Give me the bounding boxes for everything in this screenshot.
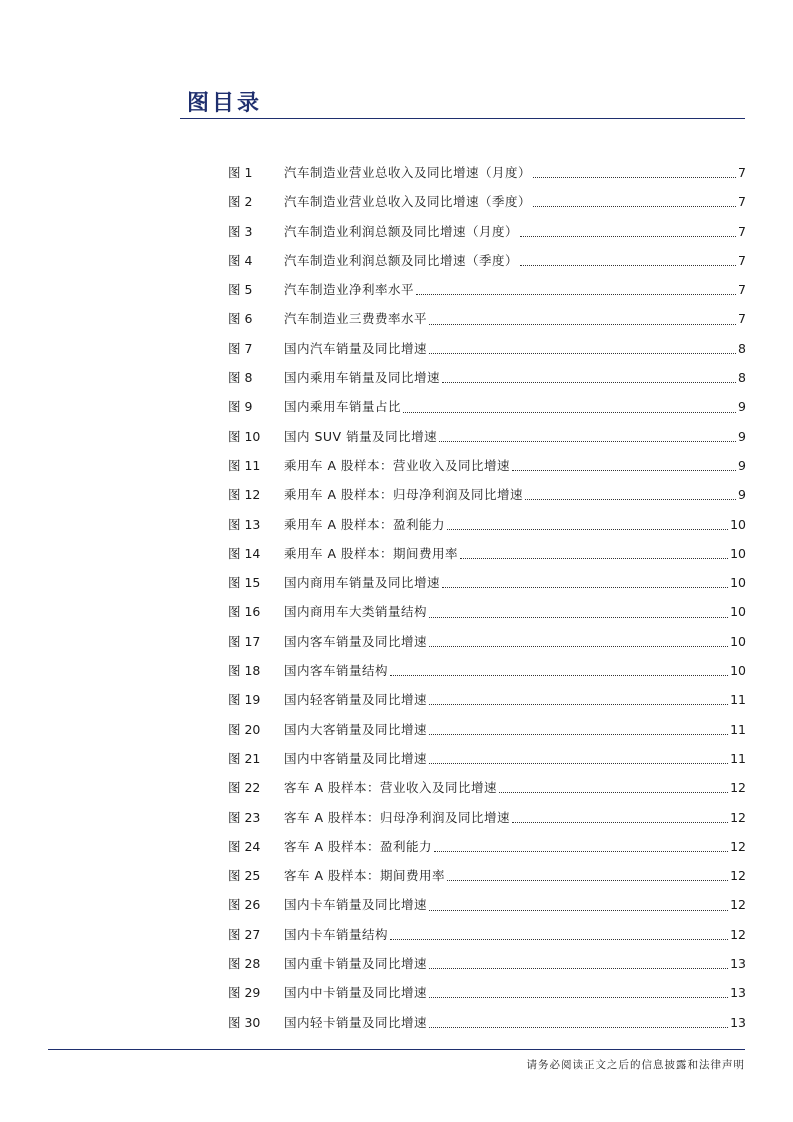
toc-figure-title: 国内乘用车销量占比: [284, 399, 402, 415]
toc-page-number: 11: [730, 692, 746, 708]
toc-dot-leader: [429, 910, 728, 911]
toc-dot-leader: [429, 353, 736, 354]
toc-entry[interactable]: [228, 803, 746, 832]
toc-figure-label: 图 25: [228, 868, 261, 884]
footer-disclaimer: 请务必阅读正文之后的信息披露和法律声明: [526, 1059, 745, 1071]
toc-figure-label: 图 19: [228, 692, 261, 708]
toc-entry[interactable]: [228, 275, 746, 304]
toc-page-number: 9: [738, 457, 746, 473]
toc-entry[interactable]: [228, 832, 746, 861]
toc-figure-title: 国内 SUV 销量及同比增速: [284, 428, 438, 444]
toc-page-number: 7: [738, 223, 746, 239]
toc-dot-leader: [390, 675, 728, 676]
toc-figure-label: 图 15: [228, 575, 261, 591]
toc-dot-leader: [429, 997, 728, 998]
toc-page-number: 13: [730, 1014, 746, 1030]
toc-figure-title: 国内重卡销量及同比增速: [284, 956, 428, 972]
toc-figure-title: 国内中卡销量及同比增速: [284, 985, 428, 1001]
toc-page-number: 12: [730, 838, 746, 854]
toc-page-number: 10: [730, 545, 746, 561]
toc-figure-label: 图 30: [228, 1014, 261, 1030]
toc-entry[interactable]: [228, 568, 746, 597]
toc-dot-leader: [447, 529, 728, 530]
toc-entry[interactable]: [228, 949, 746, 978]
toc-dot-leader: [390, 939, 728, 940]
toc-page-number: 11: [730, 750, 746, 766]
toc-page-number: 7: [738, 282, 746, 298]
toc-page-number: 10: [730, 633, 746, 649]
toc-page-number: 12: [730, 809, 746, 825]
toc-entry[interactable]: [228, 890, 746, 919]
toc-dot-leader: [512, 470, 736, 471]
toc-figure-title: 国内轻卡销量及同比增速: [284, 1014, 428, 1030]
toc-dot-leader: [447, 880, 728, 881]
toc-figure-label: 图 9: [228, 399, 253, 415]
toc-dot-leader: [429, 734, 728, 735]
toc-entry[interactable]: [228, 715, 746, 744]
toc-figure-label: 图 7: [228, 340, 253, 356]
toc-entry[interactable]: [228, 685, 746, 714]
toc-figure-title: 乘用车 A 股样本：期间费用率: [284, 545, 458, 561]
toc-figure-label: 图 12: [228, 487, 261, 503]
toc-figure-label: 图 26: [228, 897, 261, 913]
toc-page-number: 7: [738, 252, 746, 268]
footer-divider: [48, 1049, 745, 1050]
toc-entry[interactable]: [228, 451, 746, 480]
toc-entry[interactable]: [228, 656, 746, 685]
toc-figure-title: 国内轻客销量及同比增速: [284, 692, 428, 708]
toc-figure-title: 国内乘用车销量及同比增速: [284, 370, 441, 386]
toc-dot-leader: [429, 617, 728, 618]
toc-page-number: 12: [730, 868, 746, 884]
toc-page-number: 8: [738, 370, 746, 386]
toc-figure-label: 图 22: [228, 780, 261, 796]
toc-page-number: 11: [730, 721, 746, 737]
toc-entry[interactable]: [228, 597, 746, 626]
toc-page-number: 13: [730, 956, 746, 972]
toc-figure-title: 国内大客销量及同比增速: [284, 721, 428, 737]
toc-dot-leader: [434, 851, 728, 852]
toc-dot-leader: [429, 763, 728, 764]
toc-entry[interactable]: [228, 861, 746, 890]
toc-page-number: 10: [730, 663, 746, 679]
toc-dot-leader: [499, 792, 728, 793]
toc-dot-leader: [429, 324, 736, 325]
toc-entry[interactable]: [228, 334, 746, 363]
toc-entry[interactable]: [228, 627, 746, 656]
toc-figure-title: 国内中客销量及同比增速: [284, 750, 428, 766]
toc-entry[interactable]: [228, 187, 746, 216]
toc-figure-title: 汽车制造业利润总额及同比增速（季度）: [284, 252, 519, 268]
toc-figure-label: 图 24: [228, 838, 261, 854]
toc-entry[interactable]: [228, 744, 746, 773]
toc-figure-title: 汽车制造业营业总收入及同比增速（月度）: [284, 165, 532, 180]
toc-figure-title: 汽车制造业三费费率水平: [284, 311, 428, 327]
toc-page-number: 9: [738, 399, 746, 415]
toc-figure-label: 图 17: [228, 633, 261, 649]
toc-entry[interactable]: [228, 480, 746, 509]
toc-page-number: 13: [730, 985, 746, 1001]
toc-dot-leader: [429, 704, 728, 705]
toc-dot-leader: [442, 382, 736, 383]
toc-figure-label: 图 2: [228, 194, 253, 210]
toc-figure-title: 客车 A 股样本：归母净利润及同比增速: [284, 809, 510, 825]
toc-figure-title: 乘用车 A 股样本：盈利能力: [284, 516, 445, 532]
toc-figure-label: 图 16: [228, 604, 261, 620]
toc-figure-label: 图 23: [228, 809, 261, 825]
toc-figure-title: 客车 A 股样本：盈利能力: [284, 838, 432, 854]
toc-page-number: 8: [738, 340, 746, 356]
toc-figure-title: 客车 A 股样本：营业收入及同比增速: [284, 780, 497, 796]
toc-dot-leader: [533, 206, 736, 207]
toc-figure-title: 乘用车 A 股样本：营业收入及同比增速: [284, 457, 510, 473]
toc-entry[interactable]: [228, 773, 746, 802]
toc-page-number: 12: [730, 926, 746, 942]
toc-figure-title: 国内卡车销量结构: [284, 926, 389, 942]
toc-entry[interactable]: [228, 539, 746, 568]
toc-page-number: 9: [738, 428, 746, 444]
toc-page-number: 10: [730, 575, 746, 591]
toc-dot-leader: [403, 412, 736, 413]
toc-figure-label: 图 18: [228, 663, 261, 679]
toc-entry[interactable]: [228, 920, 746, 949]
toc-figure-title: 国内客车销量及同比增速: [284, 633, 428, 649]
toc-dot-leader: [416, 294, 736, 295]
toc-dot-leader: [533, 177, 736, 178]
toc-entry[interactable]: [228, 510, 746, 539]
toc-figure-label: 图 5: [228, 282, 253, 298]
toc-entry[interactable]: [228, 246, 746, 275]
toc-figure-label: 图 10: [228, 428, 261, 444]
toc-figure-label: 图 4: [228, 252, 253, 268]
toc-figure-label: 图 29: [228, 985, 261, 1001]
toc-figure-title: 乘用车 A 股样本：归母净利润及同比增速: [284, 487, 523, 503]
toc-figure-label: 图 13: [228, 516, 261, 532]
toc-dot-leader: [429, 646, 728, 647]
toc-dot-leader: [429, 1027, 728, 1028]
toc-page-number: 7: [738, 311, 746, 327]
toc-figure-label: 图 1: [228, 165, 253, 180]
title-divider: [180, 118, 745, 119]
toc-figure-label: 图 3: [228, 223, 253, 239]
toc-figure-title: 国内客车销量结构: [284, 663, 389, 679]
toc-page-number: 12: [730, 897, 746, 913]
toc-dot-leader: [442, 587, 728, 588]
toc-figure-title: 汽车制造业营业总收入及同比增速（季度）: [284, 194, 532, 210]
toc-dot-leader: [439, 441, 736, 442]
toc-dot-leader: [520, 265, 736, 266]
toc-entry[interactable]: [228, 363, 746, 392]
toc-figure-title: 汽车制造业净利率水平: [284, 282, 415, 298]
toc-figure-title: 客车 A 股样本：期间费用率: [284, 868, 445, 884]
toc-page-number: 9: [738, 487, 746, 503]
toc-figure-title: 国内商用车大类销量结构: [284, 604, 428, 620]
toc-figure-label: 图 6: [228, 311, 253, 327]
page-title: 图目录: [187, 91, 263, 116]
toc-figure-label: 图 27: [228, 926, 261, 942]
toc-page-number: 7: [738, 165, 746, 180]
toc-dot-leader: [520, 236, 736, 237]
toc-dot-leader: [460, 558, 728, 559]
toc-entry[interactable]: [228, 217, 746, 246]
toc-entry[interactable]: [228, 422, 746, 451]
toc-figure-label: 图 14: [228, 545, 261, 561]
toc-figure-label: 图 11: [228, 457, 261, 473]
toc-figure-label: 图 8: [228, 370, 253, 386]
toc-dot-leader: [429, 968, 728, 969]
toc-figure-label: 图 21: [228, 750, 261, 766]
toc-figure-label: 图 28: [228, 956, 261, 972]
figure-toc-list: [228, 158, 746, 1037]
toc-page-number: 12: [730, 780, 746, 796]
toc-entry[interactable]: [228, 1008, 746, 1037]
toc-page-number: 10: [730, 516, 746, 532]
toc-figure-label: 图 20: [228, 721, 261, 737]
toc-page-number: 10: [730, 604, 746, 620]
toc-dot-leader: [512, 822, 728, 823]
toc-entry[interactable]: [228, 304, 746, 333]
toc-entry[interactable]: [228, 392, 746, 421]
toc-entry[interactable]: [228, 978, 746, 1007]
toc-entry[interactable]: [228, 158, 746, 187]
toc-figure-title: 国内商用车销量及同比增速: [284, 575, 441, 591]
toc-figure-title: 国内卡车销量及同比增速: [284, 897, 428, 913]
toc-dot-leader: [525, 499, 736, 500]
toc-figure-title: 国内汽车销量及同比增速: [284, 340, 428, 356]
toc-figure-title: 汽车制造业利润总额及同比增速（月度）: [284, 223, 519, 239]
toc-page-number: 7: [738, 194, 746, 210]
